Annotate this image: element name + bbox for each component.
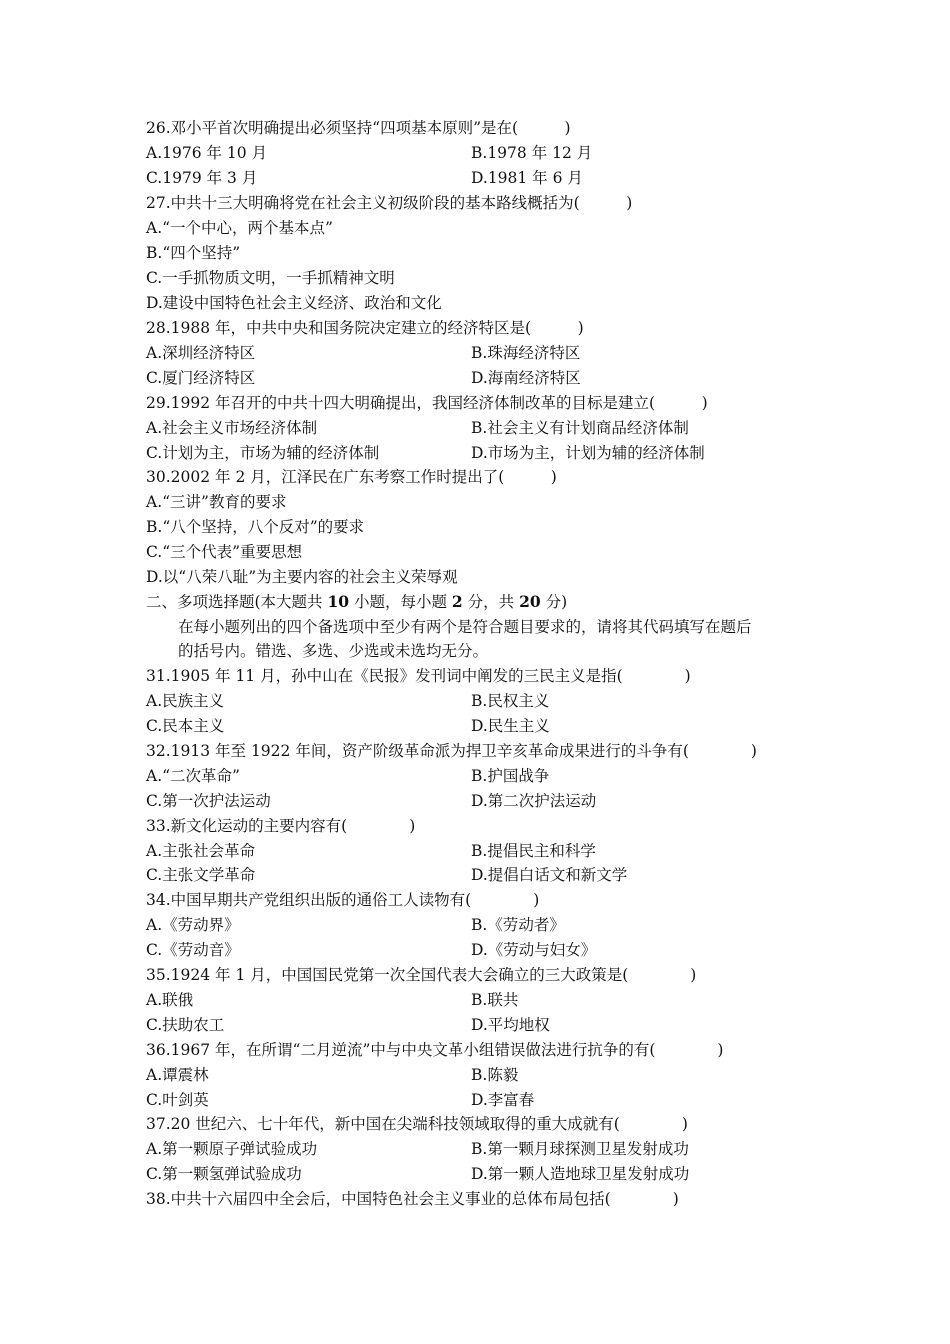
option-29-b: B.社会主义有计划商品经济体制 <box>471 419 689 437</box>
option-36-b: B.陈毅 <box>471 1066 519 1084</box>
option-32-c: C.第一次护法运动 <box>146 792 271 810</box>
option-34-b: B.《劳动者》 <box>471 916 565 934</box>
option-30-c: C.“三个代表”重要思想 <box>146 543 303 561</box>
option-37-d: D.第一颗人造地球卫星发射成功 <box>471 1165 690 1183</box>
option-29-a: A.社会主义市场经济体制 <box>146 419 318 437</box>
option-29-c: C.计划为主，市场为辅的经济体制 <box>146 444 380 462</box>
option-28-a: A.深圳经济特区 <box>146 344 256 362</box>
question-stem-29: 29.1992 年召开的中共十四大明确提出，我国经济体制改革的目标是建立( ) <box>146 394 708 412</box>
option-29-d: D.市场为主，计划为辅的经济体制 <box>471 444 705 462</box>
option-37-c: C.第一颗氢弹试验成功 <box>146 1165 302 1183</box>
option-33-d: D.提倡白话文和新文学 <box>471 866 628 884</box>
option-32-b: B.护国战争 <box>471 767 550 785</box>
question-stem-28: 28.1988 年，中共中央和国务院决定建立的经济特区是( ) <box>146 319 584 337</box>
question-stem-26: 26.邓小平首次明确提出必须坚持“四项基本原则”是在( ) <box>146 119 571 137</box>
option-32-a: A.“二次革命” <box>146 767 240 785</box>
question-stem-37: 37.20 世纪六、七十年代，新中国在尖端科技领域取得的重大成就有( ) <box>146 1115 688 1133</box>
section-instructions-line-2: 的括号内。错选、多选、少选或未选均无分。 <box>178 642 489 660</box>
option-36-d: D.李富春 <box>471 1091 535 1109</box>
question-stem-33: 33.新文化运动的主要内容有( ) <box>146 817 416 835</box>
option-36-a: A.谭震林 <box>146 1066 209 1084</box>
option-36-c: C.叶剑英 <box>146 1091 209 1109</box>
question-stem-32: 32.1913 年至 1922 年间，资产阶级革命派为捍卫辛亥革命成果进行的斗争有( ) <box>146 742 757 760</box>
option-32-d: D.第二次护法运动 <box>471 792 597 810</box>
option-26-c: C.1979 年 3 月 <box>146 169 258 187</box>
option-33-a: A.主张社会革命 <box>146 842 256 860</box>
option-34-d: D.《劳动与妇女》 <box>471 941 597 959</box>
option-27-b: B.“四个坚持” <box>146 244 241 262</box>
option-30-d: D.以“八荣八耻”为主要内容的社会主义荣辱观 <box>146 568 458 586</box>
option-35-d: D.平均地权 <box>471 1016 550 1034</box>
question-stem-36: 36.1967 年，在所谓“二月逆流”中与中央文革小组错误做法进行抗争的有( ) <box>146 1041 724 1059</box>
section-title: 二、多项选择题(本大题共 10 小题，每小题 2 分，共 20 分) <box>146 592 568 611</box>
question-stem-35: 35.1924 年 1 月，中国国民党第一次全国代表大会确立的三大政策是( ) <box>146 966 697 984</box>
option-26-a: A.1976 年 10 月 <box>146 144 268 162</box>
option-33-b: B.提倡民主和科学 <box>471 842 596 860</box>
question-stem-38: 38.中共十六届四中全会后，中国特色社会主义事业的总体布局包括( ) <box>146 1190 679 1208</box>
question-stem-30: 30.2002 年 2 月，江泽民在广东考察工作时提出了( ) <box>146 468 557 486</box>
option-28-d: D.海南经济特区 <box>471 369 581 387</box>
option-31-c: C.民本主义 <box>146 717 225 735</box>
option-34-a: A.《劳动界》 <box>146 916 240 934</box>
option-30-a: A.“三讲”教育的要求 <box>146 493 287 511</box>
question-stem-27: 27.中共十三大明确将党在社会主义初级阶段的基本路线概括为( ) <box>146 194 633 212</box>
option-27-a: A.“一个中心，两个基本点” <box>146 219 333 237</box>
section-instructions-line-1: 在每小题列出的四个备选项中至少有两个是符合题目要求的，请将其代码填写在题后 <box>178 618 752 636</box>
option-28-c: C.厦门经济特区 <box>146 369 256 387</box>
question-stem-34: 34.中国早期共产党组织出版的通俗工人读物有( ) <box>146 891 540 909</box>
option-30-b: B.“八个坚持，八个反对”的要求 <box>146 518 365 536</box>
option-27-d: D.建设中国特色社会主义经济、政治和文化 <box>146 294 442 312</box>
option-26-b: B.1978 年 12 月 <box>471 144 593 162</box>
option-31-b: B.民权主义 <box>471 692 550 710</box>
option-37-a: A.第一颗原子弹试验成功 <box>146 1140 318 1158</box>
option-35-b: B.联共 <box>471 991 519 1009</box>
question-stem-31: 31.1905 年 11 月，孙中山在《民报》发刊词中阐发的三民主义是指( ) <box>146 667 691 685</box>
option-26-d: D.1981 年 6 月 <box>471 169 583 187</box>
option-27-c: C.一手抓物质文明，一手抓精神文明 <box>146 269 395 287</box>
option-28-b: B.珠海经济特区 <box>471 344 581 362</box>
option-33-c: C.主张文学革命 <box>146 866 256 884</box>
option-34-c: C.《劳动音》 <box>146 941 240 959</box>
option-37-b: B.第一颗月球探测卫星发射成功 <box>471 1140 689 1158</box>
option-31-a: A.民族主义 <box>146 692 225 710</box>
option-35-a: A.联俄 <box>146 991 194 1009</box>
option-35-c: C.扶助农工 <box>146 1016 225 1034</box>
option-31-d: D.民生主义 <box>471 717 550 735</box>
